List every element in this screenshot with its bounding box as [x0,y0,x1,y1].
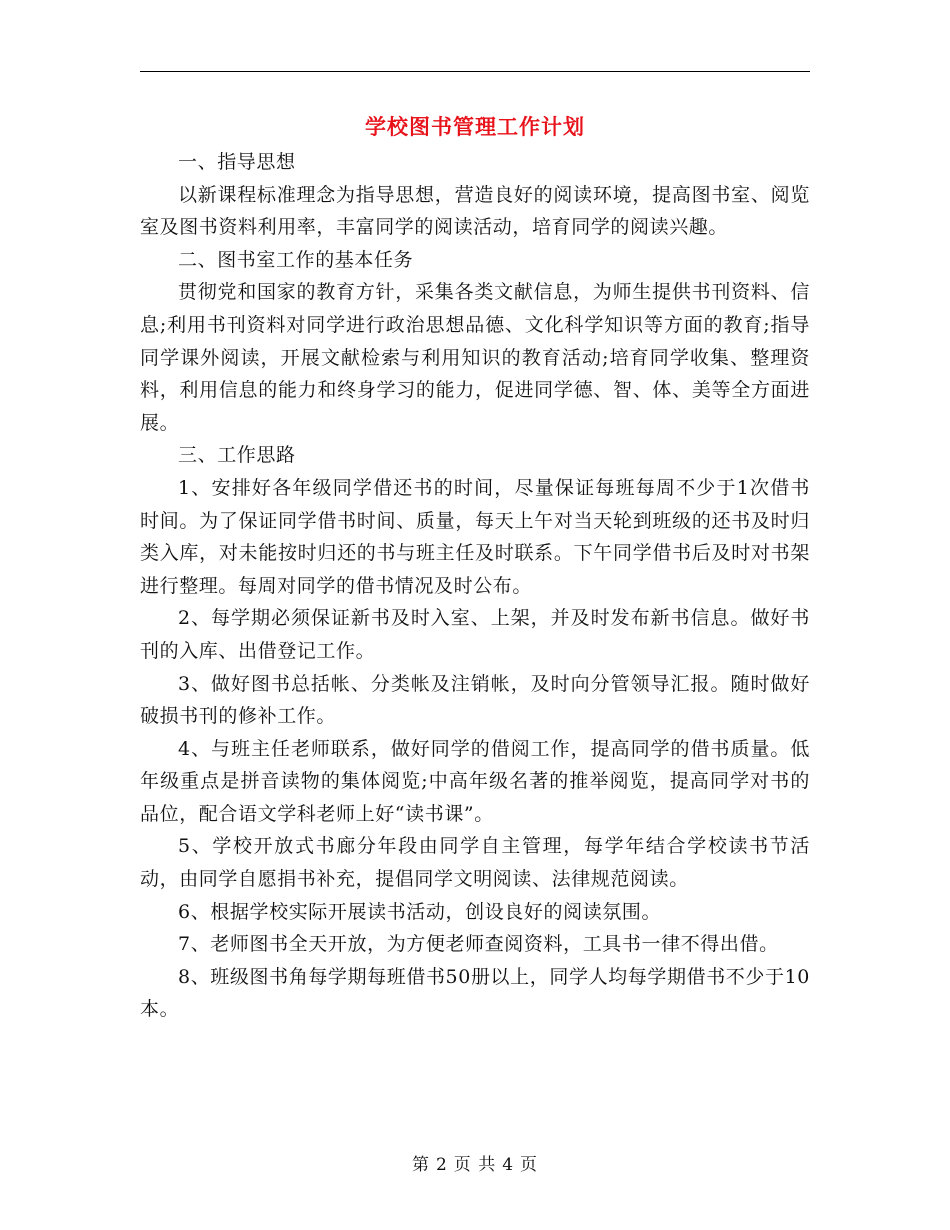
header-rule [140,71,810,72]
section-heading-work-ideas: 三、工作思路 [178,444,296,467]
footer-current-page: 2 [435,1155,448,1175]
paragraph-item-8: 8、班级图书角每学期每班借书50册以上，同学人均每学期借书不少于10本。 [140,965,810,1021]
paragraph-item-5: 5、学校开放式书廊分年段由同学自主管理，每学年结合学校读书节活动，由同学自愿捐书补充，提倡同学文明阅读、法律规范阅读。 [140,835,810,891]
footer-total-pages: 4 [502,1155,515,1175]
paragraph-guiding-thought: 以新课程标准理念为指导思想，营造良好的阅读环境，提高图书室、阅览室及图书资料利用率，丰富同学的阅读活动，培育同学的阅读兴趣。 [140,183,810,239]
footer-prefix: 第 [411,1155,430,1175]
footer-middle: 页 共 [453,1155,497,1175]
document-title: 学校图书管理工作计划 [365,114,585,139]
paragraph-item-7: 7、老师图书全天开放，为方便老师查阅资料，工具书一律不得出借。 [178,933,779,956]
paragraph-item-4: 4、与班主任老师联系，做好同学的借阅工作，提高同学的借书质量。低年级重点是拼音读物的集体阅览;中高年级名著的推举阅览，提高同学对书的品位，配合语文学科老师上好“读书课”。 [140,737,810,825]
paragraph-item-2: 2、每学期必须保证新书及时入室、上架，并及时发布新书信息。做好书刊的入库、出借登记工作。 [140,607,810,662]
page-footer [0,1153,950,1177]
footer-suffix: 页 [520,1155,539,1175]
paragraph-item-3: 3、做好图书总括帐、分类帐及注销帐，及时向分管领导汇报。随时做好破损书刊的修补工作。 [140,672,810,728]
paragraph-basic-tasks: 贯彻党和国家的教育方针，采集各类文献信息，为师生提供书刊资料、信息;利用书刊资料对同学进行政治思想品德、文化科学知识等方面的教育;指导同学课外阅读，开展文献检索与利用知识的教育活动;培育同学收集、整理资料，利用信息的能力和终身学习的能力，促进同学德、智、体、美等全方面进展。 [140,281,810,434]
document-body [140,146,810,1026]
paragraph-item-6: 6、根据学校实际开展读书活动，创设良好的阅读氛围。 [178,900,662,923]
section-heading-guiding-thought: 一、指导思想 [178,151,296,173]
section-heading-basic-tasks: 二、图书室工作的基本任务 [178,248,414,271]
paragraph-item-1: 1、安排好各年级同学借还书的时间，尽量保证每班每周不少于1次借书时间。为了保证同学借书时间、质量，每天上午对当天轮到班级的还书及时归类入库，对未能按时归还的书与班主任及时联系。下午同学借书后及时对书架进行整理。每周对同学的借书情况及时公布。 [140,476,810,597]
